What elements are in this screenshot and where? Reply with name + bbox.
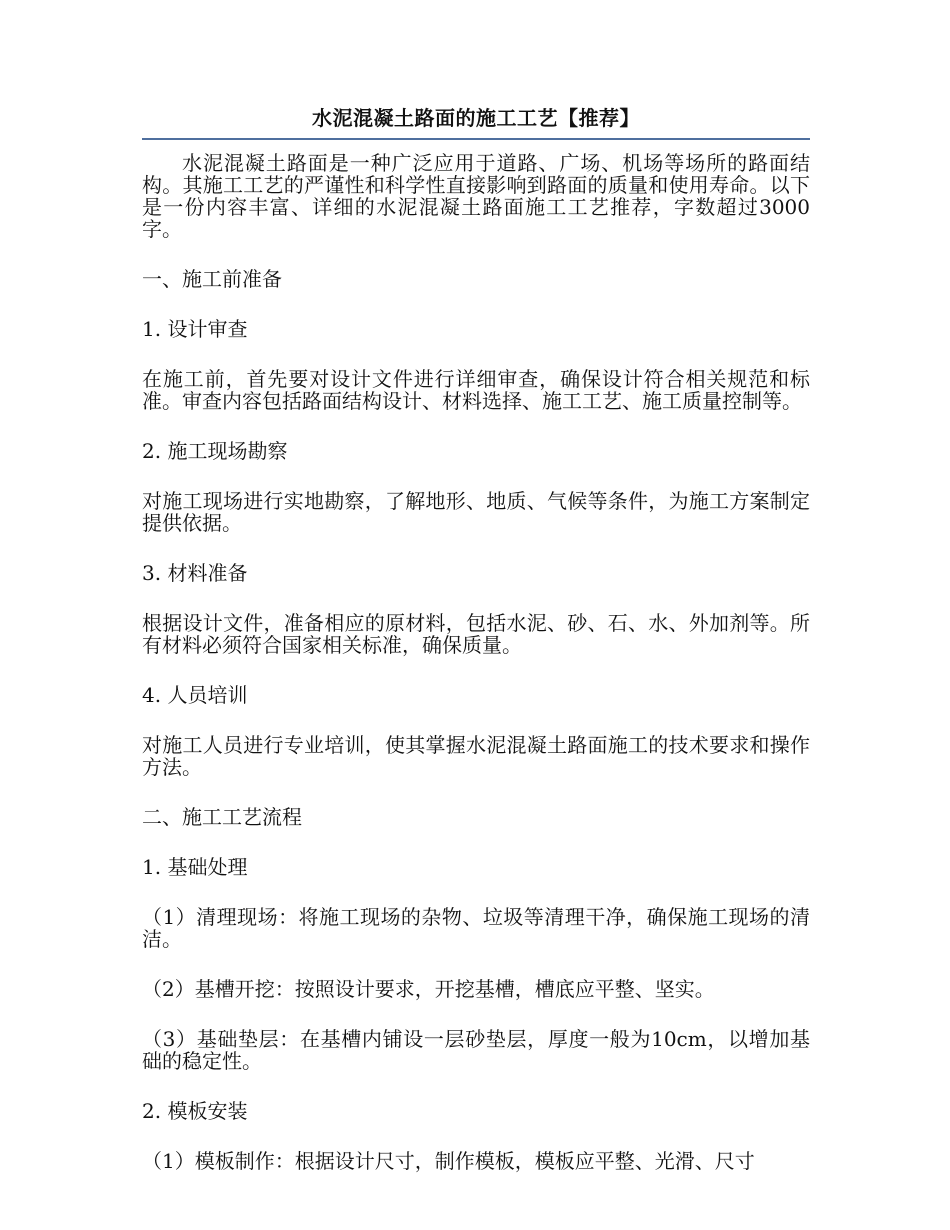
document-page [142, 104, 810, 1200]
subheading-material-preparation: 3. 材料准备 [142, 561, 248, 585]
title-underline [142, 138, 810, 140]
step-foundation-cushion: （3）基础垫层：在基槽内铺设一层砂垫层，厚度一般为10cm，以增加基础的稳定性。 [142, 1027, 810, 1073]
subheading-design-review: 1. 设计审查 [142, 317, 248, 341]
paragraph-material-preparation: 根据设计文件，准备相应的原材料，包括水泥、砂、石、水、外加剂等。所有材料必须符合国家相关标准，确保质量。 [142, 611, 810, 657]
intro-paragraph: 水泥混凝土路面是一种广泛应用于道路、广场、机场等场所的路面结构。其施工工艺的严谨性和科学性直接影响到路面的质量和使用寿命。以下是一份内容丰富、详细的水泥混凝土路面施工工艺推荐，字数超过3000字。 [142, 151, 810, 241]
subheading-site-survey: 2. 施工现场勘察 [142, 439, 288, 463]
step-trench-excavation: （2）基槽开挖：按照设计要求，开挖基槽，槽底应平整、坚实。 [142, 977, 715, 1001]
step-clear-site: （1）清理现场：将施工现场的杂物、垃圾等清理干净，确保施工现场的清洁。 [142, 905, 810, 951]
section-heading-preparation: 一、施工前准备 [142, 267, 282, 291]
paragraph-site-survey: 对施工现场进行实地勘察，了解地形、地质、气候等条件，为施工方案制定提供依据。 [142, 489, 810, 535]
paragraph-design-review: 在施工前，首先要对设计文件进行详细审查，确保设计符合相关规范和标准。审查内容包括路面结构设计、材料选择、施工工艺、施工质量控制等。 [142, 367, 810, 413]
document-title: 水泥混凝土路面的施工工艺【推荐】 [312, 106, 640, 130]
paragraph-staff-training: 对施工人员进行专业培训，使其掌握水泥混凝土路面施工的技术要求和操作方法。 [142, 733, 810, 779]
section-heading-process: 二、施工工艺流程 [142, 805, 302, 829]
step-formwork-making: （1）模板制作：根据设计尺寸，制作模板，模板应平整、光滑、尺寸 [142, 1149, 755, 1173]
subheading-foundation: 1. 基础处理 [142, 855, 248, 879]
subheading-formwork: 2. 模板安装 [142, 1099, 248, 1123]
subheading-staff-training: 4. 人员培训 [142, 683, 248, 707]
